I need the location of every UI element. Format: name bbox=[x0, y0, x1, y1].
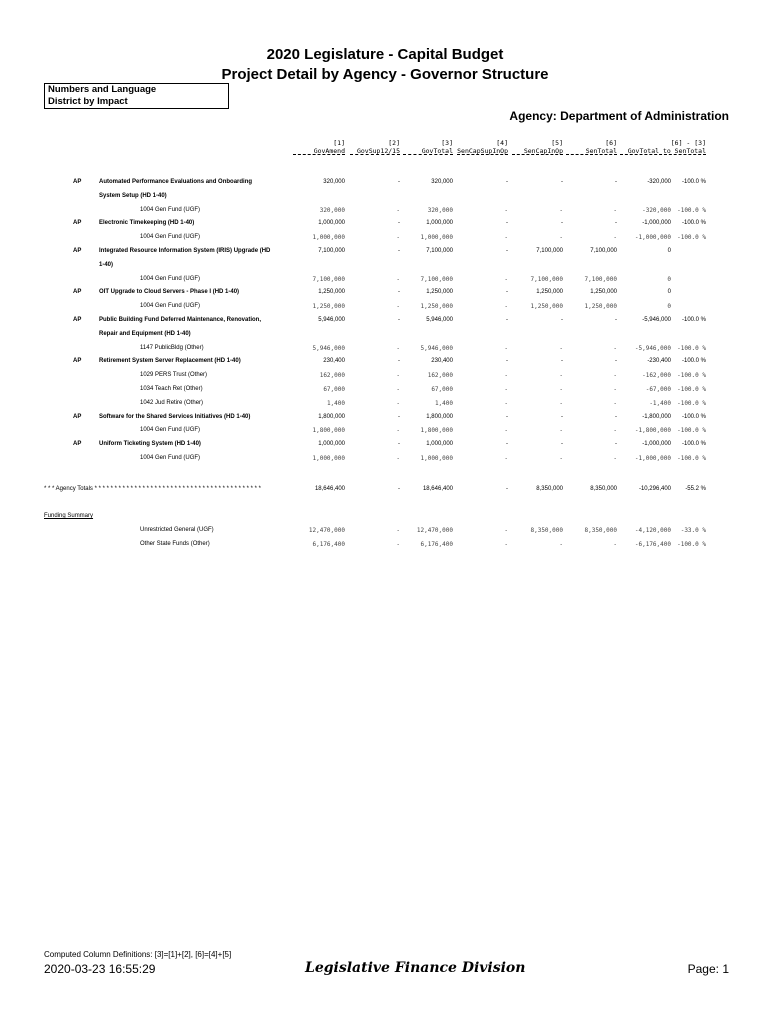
cell-col-2: - bbox=[396, 427, 400, 435]
fund-source-row bbox=[0, 303, 770, 317]
appropriation-code: AP bbox=[73, 413, 82, 420]
appropriation-code: AP bbox=[73, 179, 82, 185]
fund-source-row bbox=[0, 234, 770, 248]
cell-col-3: 67,000 bbox=[431, 386, 453, 393]
fund-source-name: 1004 Gen Fund (UGF) bbox=[140, 455, 201, 461]
cell-col-1: 1,800,000 bbox=[318, 413, 345, 420]
column-name-5: SenCapInOp bbox=[523, 147, 563, 155]
fund-source-row bbox=[0, 386, 770, 400]
cell-pct-change: -100.0 % bbox=[681, 220, 706, 227]
cell-col-6: - bbox=[613, 427, 617, 435]
cell-col-6: - bbox=[615, 413, 617, 420]
cell-col-7: -5,946,000 bbox=[642, 317, 671, 323]
appropriation-code: AP bbox=[73, 220, 82, 227]
cell-pct-change: -100.0 % bbox=[677, 372, 706, 380]
cell-col-5: - bbox=[561, 220, 563, 227]
cell-col-5: - bbox=[561, 358, 563, 365]
cell-col-5: - bbox=[559, 455, 563, 462]
cell-pct-change: -100.0 % bbox=[681, 413, 706, 420]
fund-source-name: 1004 Gen Fund (UGF) bbox=[140, 303, 201, 310]
fund-source-row bbox=[0, 400, 770, 414]
cell-col-3: 1,800,000 bbox=[426, 413, 453, 420]
column-underline bbox=[620, 154, 706, 155]
funding-category: Other State Funds (Other) bbox=[140, 541, 210, 547]
cell-col-5: 1,250,000 bbox=[536, 289, 563, 296]
cell-pct-change: -100.0 % bbox=[677, 234, 706, 242]
cell-col-5: 8,350,000 bbox=[530, 527, 563, 534]
cell-col-6: - bbox=[613, 541, 617, 548]
cell-col-6: - bbox=[615, 441, 617, 448]
cell-col-1: 18,646,400 bbox=[314, 486, 345, 492]
cell-col-5: 7,100,000 bbox=[536, 248, 563, 254]
cell-col-6: 7,100,000 bbox=[590, 248, 617, 254]
cell-col-6: 8,350,000 bbox=[584, 527, 617, 534]
project-row bbox=[0, 179, 770, 193]
computed-column-definitions: Computed Column Definitions: [3]=[1]+[2], [6]=[4]+[5] bbox=[44, 950, 232, 959]
cell-col-7: 0 bbox=[667, 275, 671, 283]
cell-col-7: -4,120,000 bbox=[634, 527, 671, 534]
project-continuation-row bbox=[0, 262, 770, 276]
cell-col-2: - bbox=[398, 358, 400, 365]
cell-col-1: 67,000 bbox=[323, 386, 345, 393]
column-number-5: [5] bbox=[551, 139, 563, 147]
project-name: Electronic Timekeeping (HD 1-40) bbox=[99, 220, 195, 227]
cell-col-2: - bbox=[396, 541, 400, 548]
cell-col-1: 1,800,000 bbox=[312, 427, 345, 435]
cell-col-7: -1,000,000 bbox=[642, 220, 671, 227]
cell-col-2: - bbox=[396, 234, 400, 242]
cell-col-1: 5,946,000 bbox=[318, 317, 345, 323]
project-name-continued: 1-40) bbox=[99, 261, 114, 268]
cell-col-2: - bbox=[396, 455, 400, 462]
fund-source-name: 1004 Gen Fund (UGF) bbox=[140, 234, 201, 241]
division-signature: Legislative Finance Division bbox=[305, 960, 526, 976]
cell-col-1: 1,400 bbox=[326, 399, 345, 407]
cell-col-4: - bbox=[506, 317, 508, 323]
cell-col-6: - bbox=[615, 179, 617, 185]
cell-col-2: - bbox=[396, 206, 400, 214]
cell-col-4: - bbox=[506, 289, 508, 296]
cell-col-4: - bbox=[504, 386, 508, 393]
cell-col-4: - bbox=[506, 220, 508, 227]
cell-col-3: 1,000,000 bbox=[420, 455, 453, 462]
cell-col-1: 1,000,000 bbox=[312, 234, 345, 242]
fund-source-row bbox=[0, 276, 770, 290]
fund-source-name: 1004 Gen Fund (UGF) bbox=[140, 206, 201, 213]
cell-col-5: 7,100,000 bbox=[530, 275, 563, 283]
cell-col-6: - bbox=[615, 317, 617, 323]
cell-col-1: 12,470,000 bbox=[308, 527, 345, 534]
cell-col-4: - bbox=[506, 248, 508, 254]
cell-col-5: - bbox=[559, 234, 563, 242]
cell-col-5: - bbox=[559, 427, 563, 435]
cell-col-5: - bbox=[559, 386, 563, 393]
fund-source-name: 1029 PERS Trust (Other) bbox=[140, 372, 208, 379]
cell-col-6: 1,250,000 bbox=[590, 289, 617, 296]
cell-col-4: - bbox=[506, 413, 508, 420]
project-row bbox=[0, 248, 770, 262]
cell-col-3: 12,470,000 bbox=[416, 527, 453, 534]
box-line-1: Numbers and Language bbox=[48, 84, 157, 95]
cell-col-2: - bbox=[396, 399, 400, 407]
cell-col-2: - bbox=[398, 248, 400, 254]
cell-col-6: - bbox=[615, 220, 617, 227]
cell-col-7: -5,946,000 bbox=[634, 344, 671, 352]
cell-pct-change: -55.2 % bbox=[685, 486, 706, 492]
cell-col-1: 230,400 bbox=[323, 358, 345, 365]
cell-col-6: - bbox=[613, 455, 617, 462]
cell-col-1: 162,000 bbox=[319, 372, 345, 380]
cell-col-7: -320,000 bbox=[642, 206, 671, 214]
cell-col-3: 162,000 bbox=[427, 372, 453, 380]
appropriation-code: AP bbox=[73, 358, 82, 365]
cell-col-4: - bbox=[506, 179, 508, 185]
column-number-1: [1] bbox=[333, 139, 345, 147]
project-name: OIT Upgrade to Cloud Servers - Phase I (HD 1-40) bbox=[99, 289, 240, 296]
column-number-6: [6] bbox=[605, 139, 617, 147]
box-line-2: District by Impact bbox=[48, 96, 128, 107]
cell-col-7: -1,800,000 bbox=[642, 413, 671, 420]
cell-col-6: - bbox=[613, 372, 617, 380]
cell-col-7: -230,400 bbox=[647, 358, 671, 365]
report-subtitle: Project Detail by Agency - Governor Structure bbox=[221, 66, 549, 83]
cell-col-7: -1,800,000 bbox=[634, 427, 671, 435]
project-name: Automated Performance Evaluations and Onboarding bbox=[99, 179, 253, 185]
cell-pct-change: -100.0 % bbox=[677, 455, 706, 462]
cell-pct-change: -33.0 % bbox=[680, 527, 706, 534]
cell-col-3: 5,946,000 bbox=[426, 317, 453, 323]
appropriation-code: AP bbox=[73, 441, 82, 448]
project-name: Software for the Shared Services Initiatives (HD 1-40) bbox=[99, 413, 251, 420]
project-continuation-row bbox=[0, 331, 770, 345]
column-number-4: [4] bbox=[496, 139, 508, 147]
cell-col-4: - bbox=[504, 303, 508, 311]
cell-col-1: 320,000 bbox=[319, 206, 345, 214]
column-name-1: GovAmend bbox=[313, 147, 345, 155]
cell-col-2: - bbox=[398, 317, 400, 323]
project-name: Retirement System Server Replacement (HD 1-40) bbox=[99, 358, 241, 365]
fund-source-row bbox=[0, 427, 770, 441]
cell-col-6: - bbox=[613, 386, 617, 393]
column-name-3: GovTotal bbox=[421, 147, 453, 155]
cell-col-2: - bbox=[396, 303, 400, 311]
column-underline bbox=[566, 154, 617, 155]
cell-col-2: - bbox=[398, 413, 400, 420]
appropriation-code: AP bbox=[73, 289, 82, 296]
fund-source-row bbox=[0, 207, 770, 221]
cell-col-6: - bbox=[615, 358, 617, 365]
cell-col-2: - bbox=[398, 486, 400, 492]
cell-col-7: -162,000 bbox=[642, 372, 671, 380]
cell-col-6: - bbox=[613, 399, 617, 407]
cell-col-3: 6,176,400 bbox=[420, 541, 453, 548]
cell-col-2: - bbox=[398, 220, 400, 227]
cell-pct-change: -100.0 % bbox=[681, 317, 706, 323]
fund-source-name: 1147 PublicBldg (Other) bbox=[140, 344, 204, 351]
project-name: Public Building Fund Deferred Maintenance, Renovation, bbox=[99, 317, 262, 323]
cell-col-3: 1,250,000 bbox=[420, 303, 453, 311]
cell-col-7: -1,000,000 bbox=[634, 234, 671, 242]
column-name-6: SenTotal bbox=[585, 147, 617, 155]
cell-col-3: 1,000,000 bbox=[426, 441, 453, 448]
column-name-7: GovTotal to SenTotal bbox=[627, 147, 706, 155]
cell-col-7: -1,000,000 bbox=[634, 455, 671, 462]
cell-col-2: - bbox=[396, 372, 400, 380]
cell-pct-change: -100.0 % bbox=[677, 399, 706, 407]
project-name: Integrated Resource Information System (IRIS) Upgrade (HD bbox=[99, 248, 271, 254]
appropriation-code: AP bbox=[73, 248, 82, 254]
project-row bbox=[0, 317, 770, 331]
cell-pct-change: -100.0 % bbox=[681, 179, 706, 185]
report-options-box bbox=[44, 83, 229, 109]
cell-col-7: -320,000 bbox=[647, 179, 671, 185]
cell-col-5: - bbox=[561, 179, 563, 185]
cell-col-7: 0 bbox=[667, 303, 671, 311]
fund-source-name: 1004 Gen Fund (UGF) bbox=[140, 275, 201, 282]
column-number-3: [3] bbox=[441, 139, 453, 147]
cell-col-7: 0 bbox=[667, 289, 671, 296]
cell-col-4: - bbox=[504, 455, 508, 462]
cell-col-6: - bbox=[613, 206, 617, 214]
project-row bbox=[0, 441, 770, 455]
cell-col-7: -67,000 bbox=[645, 386, 671, 393]
cell-col-4: - bbox=[504, 427, 508, 435]
cell-col-4: - bbox=[504, 275, 508, 283]
column-name-4: SenCapSupInOp bbox=[457, 147, 508, 155]
cell-col-4: - bbox=[504, 234, 508, 242]
cell-col-5: - bbox=[559, 344, 563, 352]
cell-pct-change: -100.0 % bbox=[677, 206, 706, 214]
cell-col-4: - bbox=[506, 441, 508, 448]
cell-col-4: - bbox=[506, 358, 508, 365]
cell-col-1: 1,250,000 bbox=[318, 289, 345, 296]
column-number-7: [6] - [3] bbox=[670, 139, 706, 147]
cell-col-2: - bbox=[396, 275, 400, 283]
agency-totals-label: * * * Agency Totals * * * * * * * * * * * * * * * * * * * * * * * * * * * * * * * * * * * * * * * * * * bbox=[44, 486, 262, 492]
cell-col-1: 1,250,000 bbox=[312, 303, 345, 311]
cell-col-7: 0 bbox=[667, 248, 671, 254]
cell-pct-change: -100.0 % bbox=[677, 344, 706, 352]
column-number-2: [2] bbox=[388, 139, 400, 147]
funding-category: Unrestricted General (UGF) bbox=[140, 527, 214, 533]
cell-col-4: - bbox=[504, 527, 508, 534]
cell-pct-change: -100.0 % bbox=[677, 427, 706, 435]
cell-col-2: - bbox=[396, 527, 400, 534]
agency-heading: Agency: Department of Administration bbox=[509, 109, 729, 123]
cell-col-2: - bbox=[398, 289, 400, 296]
appropriation-code: AP bbox=[73, 317, 82, 323]
cell-col-5: - bbox=[559, 206, 563, 214]
cell-col-6: 1,250,000 bbox=[584, 303, 617, 311]
project-continuation-row bbox=[0, 193, 770, 207]
page-number: Page: 1 bbox=[687, 962, 729, 976]
cell-col-5: - bbox=[559, 541, 563, 548]
cell-col-4: - bbox=[506, 486, 508, 492]
cell-pct-change: -100.0 % bbox=[677, 386, 706, 393]
cell-col-3: 230,400 bbox=[431, 358, 453, 365]
project-name-continued: System Setup (HD 1-40) bbox=[99, 192, 167, 199]
cell-col-3: 320,000 bbox=[431, 179, 453, 185]
cell-col-7: -10,296,400 bbox=[638, 486, 671, 492]
cell-col-3: 1,800,000 bbox=[420, 427, 453, 435]
cell-col-2: - bbox=[398, 441, 400, 448]
fund-source-name: 1042 Jud Retire (Other) bbox=[140, 399, 204, 406]
cell-col-4: - bbox=[504, 399, 508, 407]
fund-source-row bbox=[0, 345, 770, 359]
cell-col-3: 18,646,400 bbox=[422, 486, 453, 492]
cell-col-6: 8,350,000 bbox=[590, 486, 617, 492]
funding-summary-label: Funding Summary bbox=[44, 513, 94, 519]
funding-summary-row bbox=[0, 527, 770, 541]
cell-pct-change: -100.0 % bbox=[681, 358, 706, 365]
cell-col-5: - bbox=[559, 399, 563, 407]
agency-totals-row bbox=[0, 486, 770, 500]
cell-col-1: 7,100,000 bbox=[312, 275, 345, 283]
cell-col-5: 8,350,000 bbox=[536, 486, 563, 492]
cell-col-6: - bbox=[613, 344, 617, 352]
cell-col-2: - bbox=[396, 386, 400, 393]
cell-col-2: - bbox=[398, 179, 400, 185]
cell-col-4: - bbox=[504, 206, 508, 214]
cell-col-4: - bbox=[504, 541, 508, 548]
cell-col-5: - bbox=[561, 441, 563, 448]
cell-col-1: 1,000,000 bbox=[312, 455, 345, 462]
cell-col-5: - bbox=[561, 413, 563, 420]
project-row bbox=[0, 289, 770, 303]
cell-col-3: 7,100,000 bbox=[420, 275, 453, 283]
cell-col-3: 1,000,000 bbox=[420, 234, 453, 242]
cell-col-5: - bbox=[559, 372, 563, 380]
cell-col-3: 320,000 bbox=[427, 206, 453, 214]
cell-col-6: - bbox=[613, 234, 617, 242]
cell-col-1: 7,100,000 bbox=[318, 248, 345, 254]
cell-col-5: 1,250,000 bbox=[530, 303, 563, 311]
cell-col-4: - bbox=[504, 344, 508, 352]
funding-summary-row bbox=[0, 541, 770, 555]
cell-col-1: 320,000 bbox=[323, 179, 345, 185]
project-name: Uniform Ticketing System (HD 1-40) bbox=[99, 441, 201, 448]
cell-col-7: -6,176,400 bbox=[634, 541, 671, 548]
cell-col-4: - bbox=[504, 372, 508, 380]
cell-col-3: 1,000,000 bbox=[426, 220, 453, 227]
fund-source-row bbox=[0, 372, 770, 386]
cell-col-3: 1,400 bbox=[434, 399, 453, 407]
project-row bbox=[0, 358, 770, 372]
cell-col-7: -1,400 bbox=[649, 399, 671, 407]
cell-col-1: 5,946,000 bbox=[312, 344, 345, 352]
cell-col-3: 7,100,000 bbox=[426, 248, 453, 254]
fund-source-row bbox=[0, 455, 770, 469]
cell-col-6: 7,100,000 bbox=[584, 275, 617, 283]
column-name-2: GovSup12/15 bbox=[356, 147, 400, 155]
cell-col-7: -1,000,000 bbox=[642, 441, 671, 448]
report-title: 2020 Legislature - Capital Budget bbox=[266, 46, 504, 63]
cell-col-1: 1,000,000 bbox=[318, 220, 345, 227]
fund-source-name: 1004 Gen Fund (UGF) bbox=[140, 427, 201, 434]
project-row bbox=[0, 220, 770, 234]
project-name-continued: Repair and Equipment (HD 1-40) bbox=[99, 330, 191, 337]
report-datetime: 2020-03-23 16:55:29 bbox=[44, 962, 156, 976]
cell-col-5: - bbox=[561, 317, 563, 323]
cell-pct-change: -100.0 % bbox=[681, 441, 706, 448]
cell-col-1: 6,176,400 bbox=[312, 541, 345, 548]
fund-source-name: 1034 Teach Ret (Other) bbox=[140, 386, 203, 392]
cell-pct-change: -100.0 % bbox=[677, 541, 706, 548]
cell-col-3: 5,946,000 bbox=[420, 344, 453, 352]
project-row bbox=[0, 414, 770, 428]
cell-col-2: - bbox=[396, 344, 400, 352]
cell-col-3: 1,250,000 bbox=[426, 289, 453, 296]
cell-col-1: 1,000,000 bbox=[318, 441, 345, 448]
